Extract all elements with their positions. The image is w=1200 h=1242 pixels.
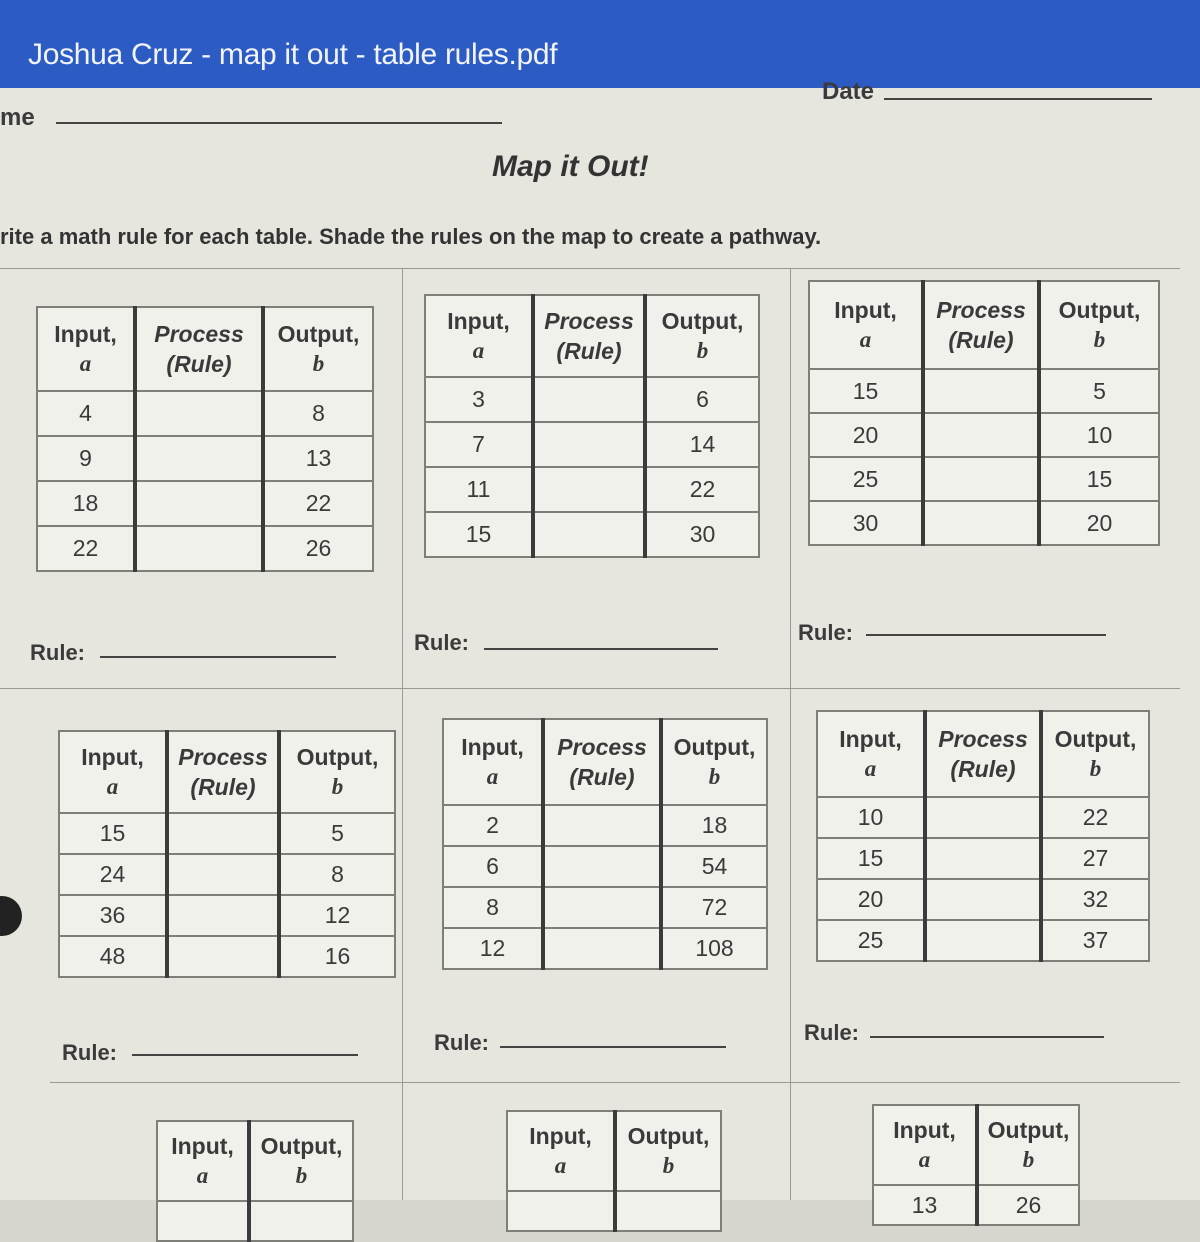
output-value: 72 xyxy=(661,887,767,928)
rule-cell[interactable] xyxy=(135,526,263,571)
input-value: 15 xyxy=(425,512,533,557)
table-row xyxy=(157,1201,353,1241)
bottom-table-2 xyxy=(506,1110,722,1232)
output-value: 14 xyxy=(645,422,759,467)
header-output xyxy=(249,1121,353,1201)
output-value: 22 xyxy=(1041,797,1149,838)
header-process-line1: Process xyxy=(938,726,1028,752)
rule-cell[interactable] xyxy=(543,846,661,887)
header-input-line2: a xyxy=(472,338,485,363)
header-input-line1: Input, xyxy=(529,1123,592,1149)
table-row xyxy=(59,813,395,854)
rule-cell[interactable] xyxy=(925,879,1041,920)
rule-cell[interactable] xyxy=(533,422,645,467)
output-value: 8 xyxy=(279,854,395,895)
output-value: 37 xyxy=(1041,920,1149,961)
header-output xyxy=(263,307,373,391)
header-input-line1: Input, xyxy=(171,1133,234,1159)
table-header-row xyxy=(809,281,1159,369)
header-process-line2: (Rule) xyxy=(948,327,1014,353)
window-titlebar xyxy=(0,0,1200,100)
table-row xyxy=(59,936,395,977)
table-header-row xyxy=(37,307,373,391)
header-process-line1: Process xyxy=(557,734,647,760)
header-output xyxy=(615,1111,721,1191)
table-row xyxy=(817,838,1149,879)
rule-cell[interactable] xyxy=(923,413,1039,457)
rule-label-5: Rule: xyxy=(434,1030,489,1055)
rule-table-5 xyxy=(442,718,768,970)
header-process-line1: Process xyxy=(544,308,634,334)
header-input-line1: Input, xyxy=(893,1117,956,1143)
header-output xyxy=(661,719,767,805)
rule-cell[interactable] xyxy=(543,805,661,846)
rule-label-2: Rule: xyxy=(414,630,469,655)
rule-table-4 xyxy=(58,730,396,978)
table-row xyxy=(425,422,759,467)
name-label: me xyxy=(0,104,35,131)
table-row xyxy=(809,501,1159,545)
rule-cell[interactable] xyxy=(135,481,263,526)
input-value: 36 xyxy=(59,895,167,936)
header-input xyxy=(59,731,167,813)
rule-cell[interactable] xyxy=(167,854,279,895)
header-process xyxy=(543,719,661,805)
input-value xyxy=(157,1201,249,1241)
table-row xyxy=(37,481,373,526)
input-value: 11 xyxy=(425,467,533,512)
output-value: 16 xyxy=(279,936,395,977)
header-output-line1: Output, xyxy=(277,321,360,347)
rule-cell[interactable] xyxy=(923,369,1039,413)
header-input-line2: a xyxy=(79,351,92,376)
rule-cell[interactable] xyxy=(135,436,263,481)
header-process-line2: (Rule) xyxy=(569,764,635,790)
header-input-line1: Input, xyxy=(839,726,902,752)
grid-line-bottom xyxy=(50,1082,1180,1083)
header-input-line1: Input, xyxy=(81,744,144,770)
header-output xyxy=(279,731,395,813)
header-process xyxy=(923,281,1039,369)
grid-line-middle xyxy=(0,688,1180,689)
header-input xyxy=(873,1105,977,1185)
input-value: 3 xyxy=(425,377,533,422)
table-row xyxy=(817,797,1149,838)
output-value: 15 xyxy=(1039,457,1159,501)
header-input-line2: a xyxy=(106,774,119,799)
date-line xyxy=(884,98,1152,100)
grid-line-top xyxy=(0,268,1180,269)
header-output-line2: b xyxy=(312,351,325,376)
rule-answer-line-1[interactable] xyxy=(100,656,336,658)
output-value xyxy=(249,1201,353,1241)
table-row xyxy=(809,369,1159,413)
table-row xyxy=(425,512,759,557)
header-output-line2: b xyxy=(708,764,721,789)
input-value: 4 xyxy=(37,391,135,436)
table-row xyxy=(59,854,395,895)
output-value: 6 xyxy=(645,377,759,422)
rule-table-6 xyxy=(816,710,1150,962)
rule-label-6: Rule: xyxy=(804,1020,859,1045)
output-value: 108 xyxy=(661,928,767,969)
input-value: 30 xyxy=(809,501,923,545)
header-output-line2: b xyxy=(696,338,709,363)
input-value: 25 xyxy=(817,920,925,961)
output-value: 32 xyxy=(1041,879,1149,920)
output-value: 8 xyxy=(263,391,373,436)
rule-cell[interactable] xyxy=(923,457,1039,501)
grid-line-right xyxy=(790,268,791,1200)
table-header-row xyxy=(817,711,1149,797)
table-header-row xyxy=(873,1105,1079,1185)
header-process xyxy=(533,295,645,377)
table-header-row xyxy=(507,1111,721,1191)
input-value: 15 xyxy=(817,838,925,879)
table-row xyxy=(507,1191,721,1231)
rule-answer-line-2[interactable] xyxy=(484,648,718,650)
header-input-line1: Input, xyxy=(834,297,897,323)
input-value: 9 xyxy=(37,436,135,481)
input-value: 18 xyxy=(37,481,135,526)
header-output xyxy=(1039,281,1159,369)
input-value: 15 xyxy=(59,813,167,854)
header-output-line1: Output, xyxy=(627,1123,710,1149)
output-value: 20 xyxy=(1039,501,1159,545)
output-value xyxy=(615,1191,721,1231)
input-value: 20 xyxy=(817,879,925,920)
table-header-row xyxy=(425,295,759,377)
input-value: 2 xyxy=(443,805,543,846)
table-row xyxy=(59,895,395,936)
table-row xyxy=(443,928,767,969)
header-process-line1: Process xyxy=(178,744,268,770)
output-value: 13 xyxy=(263,436,373,481)
header-output-line2: b xyxy=(295,1163,308,1188)
rule-cell[interactable] xyxy=(533,512,645,557)
output-value: 5 xyxy=(1039,369,1159,413)
header-output-line2: b xyxy=(1089,756,1102,781)
header-process xyxy=(167,731,279,813)
input-value: 7 xyxy=(425,422,533,467)
rule-cell[interactable] xyxy=(925,797,1041,838)
header-process-line2: (Rule) xyxy=(190,774,256,800)
table-header-row xyxy=(443,719,767,805)
rule-cell[interactable] xyxy=(533,377,645,422)
rule-answer-line-6[interactable] xyxy=(870,1036,1104,1038)
rule-answer-line-3[interactable] xyxy=(866,634,1106,636)
rule-table-1 xyxy=(36,306,374,572)
input-value: 6 xyxy=(443,846,543,887)
header-output-line2: b xyxy=(1093,327,1106,352)
table-row xyxy=(37,526,373,571)
header-process-line1: Process xyxy=(936,297,1026,323)
date-label: Date xyxy=(822,78,875,105)
header-input-line2: a xyxy=(859,327,872,352)
output-value: 18 xyxy=(661,805,767,846)
header-input-line2: a xyxy=(196,1163,209,1188)
table-row xyxy=(809,457,1159,501)
table-row xyxy=(443,805,767,846)
output-value: 22 xyxy=(263,481,373,526)
rule-cell[interactable] xyxy=(135,391,263,436)
output-value: 12 xyxy=(279,895,395,936)
header-input xyxy=(157,1121,249,1201)
header-process-line2: (Rule) xyxy=(950,756,1016,782)
rule-cell[interactable] xyxy=(925,920,1041,961)
header-input-line2: a xyxy=(864,756,877,781)
table-row xyxy=(817,920,1149,961)
header-output-line2: b xyxy=(1022,1147,1035,1172)
rule-table-2 xyxy=(424,294,760,558)
table-header-row xyxy=(59,731,395,813)
header-output xyxy=(645,295,759,377)
table-row xyxy=(809,413,1159,457)
header-output-line1: Output, xyxy=(661,308,744,334)
rule-cell[interactable] xyxy=(533,467,645,512)
header-input xyxy=(507,1111,615,1191)
input-value: 20 xyxy=(809,413,923,457)
header-output xyxy=(977,1105,1079,1185)
output-value: 10 xyxy=(1039,413,1159,457)
name-line xyxy=(56,122,502,124)
header-input xyxy=(37,307,135,391)
rule-answer-line-5[interactable] xyxy=(500,1046,726,1048)
header-input-line1: Input, xyxy=(447,308,510,334)
header-output-line2: b xyxy=(662,1153,675,1178)
table-row xyxy=(37,436,373,481)
grid-line-left xyxy=(402,268,403,1200)
header-process xyxy=(135,307,263,391)
window-title: Joshua Cruz - map it out - table rules.pdf xyxy=(28,38,558,71)
table-row xyxy=(425,467,759,512)
input-value: 8 xyxy=(443,887,543,928)
output-value: 22 xyxy=(645,467,759,512)
output-value: 30 xyxy=(645,512,759,557)
bottom-table-1 xyxy=(156,1120,354,1242)
header-output-line1: Output, xyxy=(1058,297,1141,323)
input-value: 12 xyxy=(443,928,543,969)
table-row xyxy=(817,879,1149,920)
input-value: 13 xyxy=(873,1185,977,1225)
header-input-line1: Input, xyxy=(461,734,524,760)
rule-cell[interactable] xyxy=(167,813,279,854)
header-process-line2: (Rule) xyxy=(556,338,622,364)
input-value: 24 xyxy=(59,854,167,895)
output-value: 54 xyxy=(661,846,767,887)
rule-answer-line-4[interactable] xyxy=(132,1054,358,1056)
table-row xyxy=(425,377,759,422)
table-row xyxy=(37,391,373,436)
worksheet-page xyxy=(0,88,1200,1200)
output-value: 26 xyxy=(263,526,373,571)
header-input xyxy=(817,711,925,797)
header-output-line1: Output, xyxy=(673,734,756,760)
header-output-line1: Output, xyxy=(987,1117,1070,1143)
rule-cell[interactable] xyxy=(167,895,279,936)
header-output xyxy=(1041,711,1149,797)
input-value: 48 xyxy=(59,936,167,977)
rule-cell[interactable] xyxy=(543,928,661,969)
output-value: 5 xyxy=(279,813,395,854)
output-value: 26 xyxy=(977,1185,1079,1225)
header-input-line1: Input, xyxy=(54,321,117,347)
header-output-line2: b xyxy=(331,774,344,799)
input-value: 25 xyxy=(809,457,923,501)
rule-label-1: Rule: xyxy=(30,640,85,665)
rule-cell[interactable] xyxy=(167,936,279,977)
table-row xyxy=(443,887,767,928)
header-input-line2: a xyxy=(918,1147,931,1172)
rule-cell[interactable] xyxy=(925,838,1041,879)
input-value: 22 xyxy=(37,526,135,571)
table-row xyxy=(873,1185,1079,1225)
input-value: 10 xyxy=(817,797,925,838)
header-input-line2: a xyxy=(486,764,499,789)
rule-cell[interactable] xyxy=(543,887,661,928)
header-process-line1: Process xyxy=(154,321,244,347)
output-value: 27 xyxy=(1041,838,1149,879)
header-output-line1: Output, xyxy=(296,744,379,770)
input-value xyxy=(507,1191,615,1231)
rule-cell[interactable] xyxy=(923,501,1039,545)
input-value: 15 xyxy=(809,369,923,413)
rule-label-4: Rule: xyxy=(62,1040,117,1065)
header-input xyxy=(425,295,533,377)
rule-table-3 xyxy=(808,280,1160,546)
worksheet-instructions: rite a math rule for each table. Shade the rules on the map to create a pathway. xyxy=(0,224,822,249)
header-process-line2: (Rule) xyxy=(166,351,232,377)
header-output-line1: Output, xyxy=(260,1133,343,1159)
header-output-line1: Output, xyxy=(1054,726,1137,752)
worksheet-heading: Map it Out! xyxy=(492,150,649,183)
rule-label-3: Rule: xyxy=(798,620,853,645)
table-row xyxy=(443,846,767,887)
bottom-table-3 xyxy=(872,1104,1080,1226)
table-header-row xyxy=(157,1121,353,1201)
header-process xyxy=(925,711,1041,797)
header-input-line2: a xyxy=(554,1153,567,1178)
header-input xyxy=(809,281,923,369)
header-input xyxy=(443,719,543,805)
